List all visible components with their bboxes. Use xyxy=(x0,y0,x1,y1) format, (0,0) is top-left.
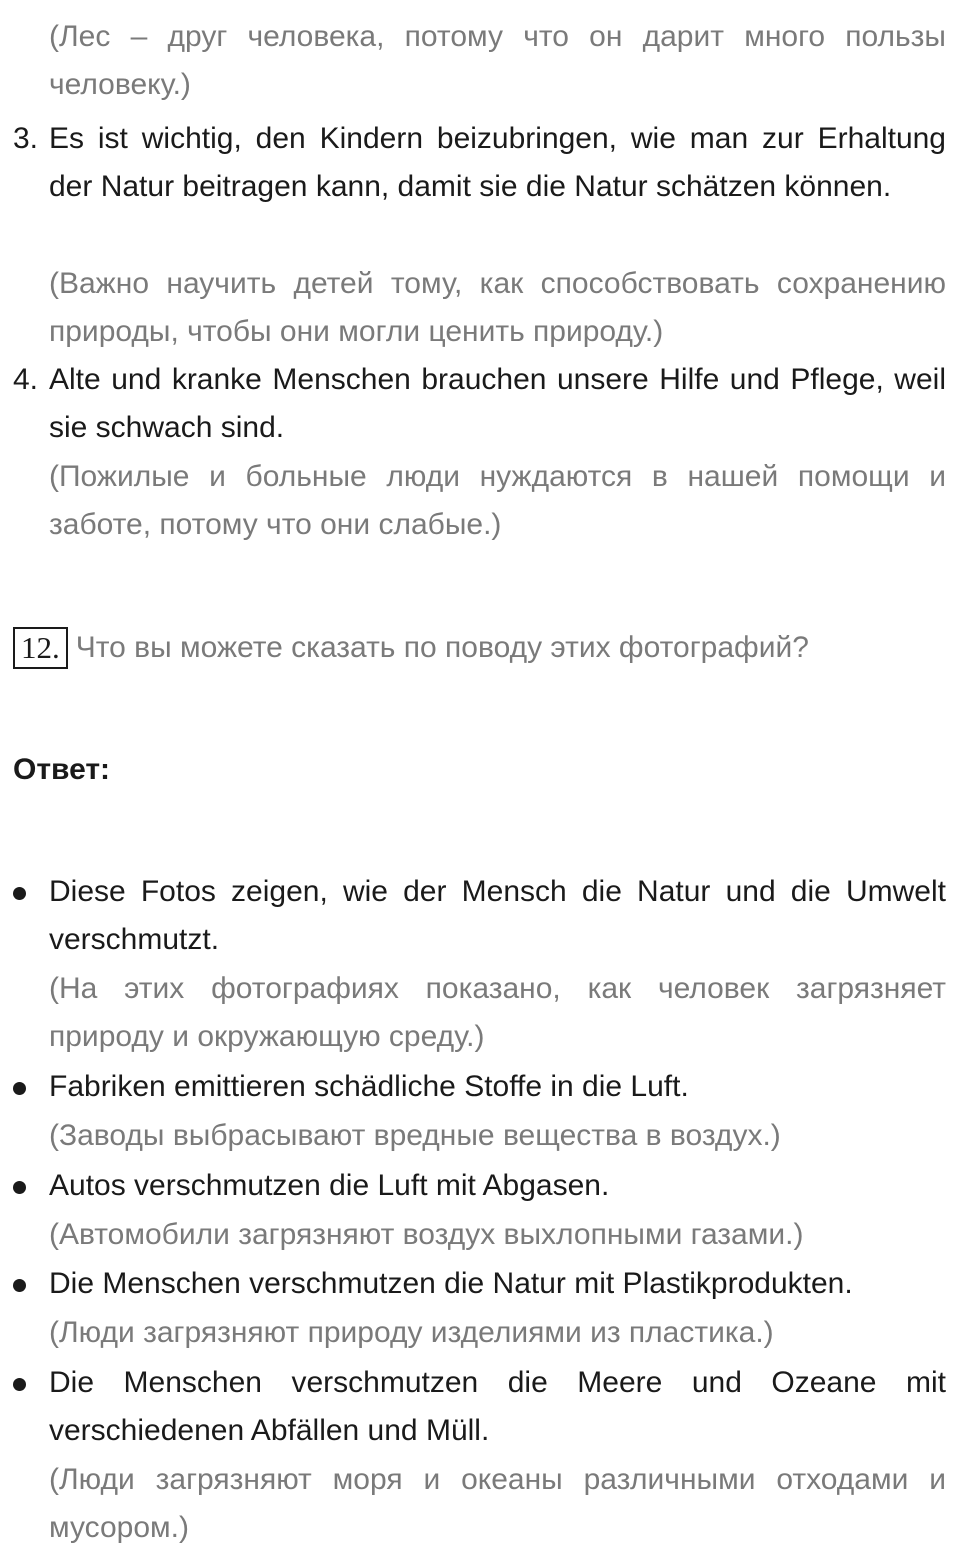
bullet-icon xyxy=(13,887,26,900)
answer-russian-translation: (Люди загрязняют моря и океаны различными отходами и мусором.) xyxy=(49,1463,946,1544)
answer-label: Ответ: xyxy=(13,753,111,786)
item-russian-translation: (Пожилые и больные люди нуждаются в нашей помощи и заботе, потому что они слабые.) xyxy=(49,460,946,541)
answer-russian-translation: (На этих фотографиях показано, как человек загрязняет природу и окружающую среду.) xyxy=(49,972,946,1053)
item-german-text: Alte und kranke Menschen brauchen unsere Hilfe und Pflege, weil sie schwach sind. xyxy=(49,363,946,444)
item-number: 3. xyxy=(13,122,39,155)
bullet-icon xyxy=(13,1378,26,1391)
bullet-icon xyxy=(13,1181,26,1194)
item-german-text: Es ist wichtig, den Kindern beizubringen, wie man zur Erhaltung der Natur beitragen kann, damit sie die Natur schätzen können. xyxy=(49,122,946,203)
answer-russian-translation: (Заводы выбрасывают вредные вещества в воздух.) xyxy=(49,1119,781,1152)
bullet-icon xyxy=(13,1082,26,1095)
answer-russian-translation: (Автомобили загрязняют воздух выхлопными газами.) xyxy=(49,1218,804,1251)
task-12 xyxy=(13,627,809,669)
task-question: Что вы можете сказать по поводу этих фотографий? xyxy=(75,631,809,664)
item-russian-translation: (Важно научить детей тому, как способствовать сохранению природы, чтобы они могли ценить природу.) xyxy=(49,267,946,348)
top-translation: (Лес – друг человека, потому что он дарит много пользы человеку.) xyxy=(49,20,946,101)
answer-german-text: Die Menschen verschmutzen die Natur mit Plastikprodukten. xyxy=(49,1267,853,1300)
answer-german-text: Fabriken emittieren schädliche Stoffe in die Luft. xyxy=(49,1070,689,1103)
bullet-icon xyxy=(13,1279,26,1292)
answer-german-text: Autos verschmutzen die Luft mit Abgasen. xyxy=(49,1169,610,1202)
answer-german-text: Die Menschen verschmutzen die Meere und Ozeane mit verschiedenen Abfällen und Müll. xyxy=(49,1366,946,1447)
item-number: 4. xyxy=(13,363,39,396)
answer-russian-translation: (Люди загрязняют природу изделиями из пластика.) xyxy=(49,1316,774,1349)
task-number-box: 12. xyxy=(13,627,68,669)
answer-german-text: Diese Fotos zeigen, wie der Mensch die Natur und die Umwelt verschmutzt. xyxy=(49,875,946,956)
